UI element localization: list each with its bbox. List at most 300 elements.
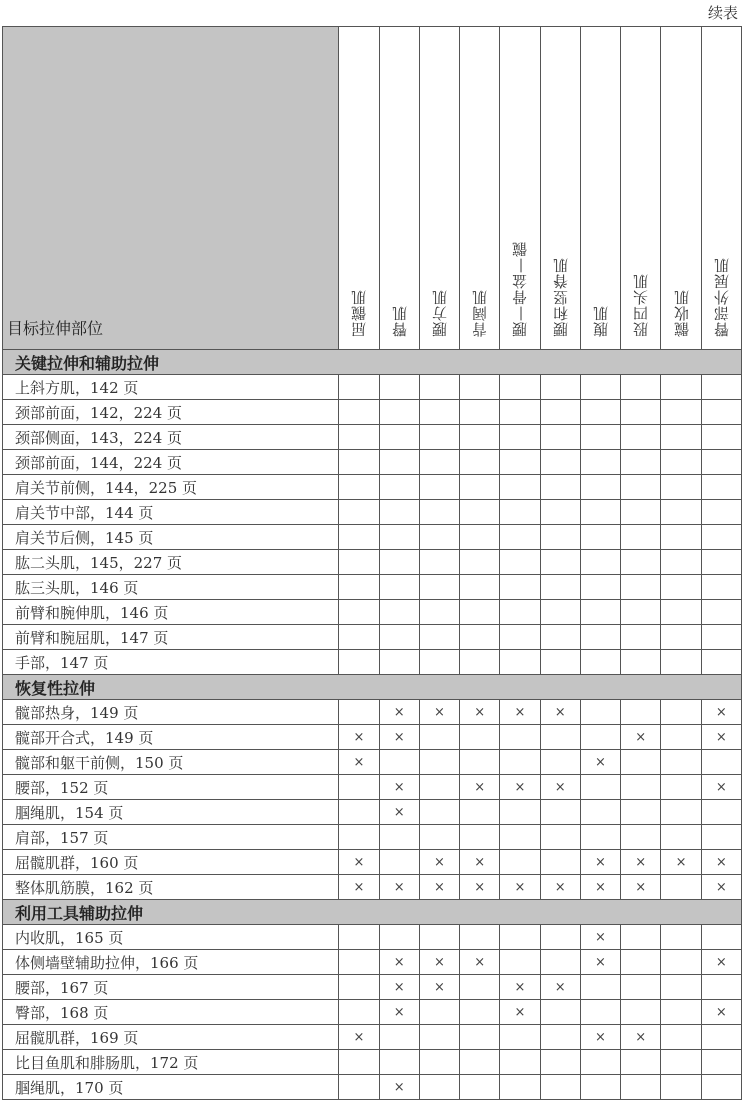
empty-cell [419, 575, 459, 600]
empty-cell [540, 500, 580, 525]
empty-cell [621, 375, 661, 400]
empty-cell [460, 725, 500, 750]
empty-cell [500, 950, 540, 975]
empty-cell [540, 450, 580, 475]
empty-cell [379, 475, 419, 500]
empty-cell [339, 825, 379, 850]
empty-cell [701, 375, 741, 400]
empty-cell [460, 600, 500, 625]
empty-cell [379, 1050, 419, 1075]
stretch-label: 颈部侧面，143，224 页 [3, 425, 339, 450]
empty-cell [621, 700, 661, 725]
check-mark-cell: × [500, 975, 540, 1000]
empty-cell [500, 750, 540, 775]
empty-cell [580, 475, 620, 500]
empty-cell [339, 550, 379, 575]
table-row [3, 975, 742, 1000]
empty-cell [339, 800, 379, 825]
table-row [3, 925, 742, 950]
muscle-column-header [419, 27, 459, 350]
empty-cell [621, 975, 661, 1000]
empty-cell [701, 625, 741, 650]
empty-cell [460, 750, 500, 775]
table-row [3, 500, 742, 525]
empty-cell [580, 375, 620, 400]
empty-cell [661, 450, 701, 475]
table-row [3, 1075, 742, 1100]
empty-cell [701, 400, 741, 425]
muscle-column-label: 腹肌 [591, 305, 610, 337]
section-title: 恢复性拉伸 [3, 675, 742, 700]
table-row [3, 475, 742, 500]
empty-cell [661, 500, 701, 525]
empty-cell [460, 450, 500, 475]
empty-cell [379, 825, 419, 850]
empty-cell [580, 825, 620, 850]
empty-cell [540, 575, 580, 600]
empty-cell [500, 575, 540, 600]
empty-cell [339, 450, 379, 475]
empty-cell [339, 650, 379, 675]
empty-cell [460, 925, 500, 950]
check-mark-cell: × [419, 875, 459, 900]
check-mark-cell: × [339, 875, 379, 900]
stretch-label: 肩关节前侧，144，225 页 [3, 475, 339, 500]
empty-cell [621, 550, 661, 575]
table-row [3, 550, 742, 575]
muscle-column-header [701, 27, 741, 350]
empty-cell [419, 650, 459, 675]
check-mark-cell: × [540, 875, 580, 900]
stretch-label: 肩关节中部，144 页 [3, 500, 339, 525]
empty-cell [661, 975, 701, 1000]
empty-cell [460, 625, 500, 650]
empty-cell [460, 825, 500, 850]
check-mark-cell: × [580, 850, 620, 875]
check-mark-cell: × [500, 1000, 540, 1025]
empty-cell [379, 500, 419, 525]
stretch-label: 颈部前面，142，224 页 [3, 400, 339, 425]
empty-cell [500, 1025, 540, 1050]
empty-cell [379, 1025, 419, 1050]
check-mark-cell: × [339, 850, 379, 875]
empty-cell [540, 1050, 580, 1075]
empty-cell [419, 375, 459, 400]
empty-cell [621, 750, 661, 775]
stretch-label: 内收肌，165 页 [3, 925, 339, 950]
empty-cell [460, 1075, 500, 1100]
stretch-label: 上斜方肌，142 页 [3, 375, 339, 400]
empty-cell [540, 825, 580, 850]
check-mark-cell: × [580, 925, 620, 950]
empty-cell [500, 850, 540, 875]
empty-cell [701, 750, 741, 775]
check-mark-cell: × [500, 775, 540, 800]
empty-cell [460, 1050, 500, 1075]
check-mark-cell: × [500, 875, 540, 900]
empty-cell [580, 500, 620, 525]
table-row [3, 825, 742, 850]
muscle-column-label: 臀肌 [390, 305, 409, 337]
table-row [3, 1025, 742, 1050]
table-row [3, 700, 742, 725]
empty-cell [701, 650, 741, 675]
empty-cell [460, 800, 500, 825]
check-mark-cell: × [621, 875, 661, 900]
empty-cell [460, 400, 500, 425]
empty-cell [621, 475, 661, 500]
stretch-label: 前臂和腕屈肌，147 页 [3, 625, 339, 650]
empty-cell [621, 500, 661, 525]
empty-cell [540, 600, 580, 625]
empty-cell [460, 650, 500, 675]
table-row [3, 800, 742, 825]
check-mark-cell: × [661, 850, 701, 875]
empty-cell [379, 550, 419, 575]
empty-cell [580, 575, 620, 600]
empty-cell [701, 1050, 741, 1075]
empty-cell [661, 425, 701, 450]
check-mark-cell: × [701, 850, 741, 875]
check-mark-cell: × [580, 1025, 620, 1050]
empty-cell [419, 825, 459, 850]
empty-cell [419, 525, 459, 550]
empty-cell [540, 400, 580, 425]
empty-cell [661, 475, 701, 500]
empty-cell [621, 925, 661, 950]
check-mark-cell: × [419, 950, 459, 975]
empty-cell [580, 700, 620, 725]
empty-cell [339, 1050, 379, 1075]
empty-cell [339, 925, 379, 950]
empty-cell [460, 500, 500, 525]
muscle-column-label: 臀部外展肌 [712, 257, 731, 337]
empty-cell [661, 1000, 701, 1025]
empty-cell [540, 1075, 580, 1100]
empty-cell [419, 725, 459, 750]
empty-cell [580, 800, 620, 825]
stretch-label: 屈髋肌群，160 页 [3, 850, 339, 875]
empty-cell [379, 925, 419, 950]
check-mark-cell: × [419, 700, 459, 725]
stretch-label: 手部，147 页 [3, 650, 339, 675]
empty-cell [701, 475, 741, 500]
empty-cell [701, 575, 741, 600]
empty-cell [339, 950, 379, 975]
empty-cell [540, 1000, 580, 1025]
check-mark-cell: × [540, 775, 580, 800]
empty-cell [339, 775, 379, 800]
empty-cell [580, 450, 620, 475]
empty-cell [540, 525, 580, 550]
empty-cell [500, 400, 540, 425]
header-row [3, 27, 742, 350]
empty-cell [460, 550, 500, 575]
muscle-column-header [339, 27, 379, 350]
empty-cell [661, 525, 701, 550]
empty-cell [339, 1075, 379, 1100]
empty-cell [500, 425, 540, 450]
empty-cell [500, 475, 540, 500]
muscle-column-header [500, 27, 540, 350]
empty-cell [339, 625, 379, 650]
table-row [3, 775, 742, 800]
empty-cell [379, 650, 419, 675]
empty-cell [661, 925, 701, 950]
empty-cell [379, 625, 419, 650]
empty-cell [500, 925, 540, 950]
stretch-label: 肩部，157 页 [3, 825, 339, 850]
empty-cell [701, 450, 741, 475]
empty-cell [540, 625, 580, 650]
check-mark-cell: × [339, 725, 379, 750]
empty-cell [661, 800, 701, 825]
check-mark-cell: × [379, 800, 419, 825]
empty-cell [460, 425, 500, 450]
empty-cell [419, 925, 459, 950]
empty-cell [540, 550, 580, 575]
empty-cell [701, 800, 741, 825]
check-mark-cell: × [339, 750, 379, 775]
empty-cell [540, 475, 580, 500]
empty-cell [661, 875, 701, 900]
stretch-muscle-table [2, 26, 742, 1100]
empty-cell [580, 775, 620, 800]
empty-cell [460, 375, 500, 400]
empty-cell [661, 725, 701, 750]
empty-cell [540, 850, 580, 875]
stretch-label: 比目鱼肌和腓肠肌，172 页 [3, 1050, 339, 1075]
empty-cell [580, 1050, 620, 1075]
check-mark-cell: × [540, 975, 580, 1000]
empty-cell [540, 375, 580, 400]
muscle-column-header [580, 27, 620, 350]
empty-cell [701, 825, 741, 850]
empty-cell [580, 1000, 620, 1025]
empty-cell [661, 1050, 701, 1075]
empty-cell [580, 425, 620, 450]
empty-cell [419, 1000, 459, 1025]
empty-cell [500, 500, 540, 525]
table-row [3, 575, 742, 600]
table-row [3, 600, 742, 625]
table-row [3, 750, 742, 775]
table-row [3, 850, 742, 875]
empty-cell [339, 600, 379, 625]
empty-cell [621, 800, 661, 825]
empty-cell [419, 450, 459, 475]
empty-cell [419, 625, 459, 650]
muscle-column-label: 腰方肌 [430, 289, 449, 337]
muscle-column-header [661, 27, 701, 350]
section-header-row [3, 900, 742, 925]
stretch-label: 屈髋肌群，169 页 [3, 1025, 339, 1050]
empty-cell [621, 400, 661, 425]
empty-cell [460, 1000, 500, 1025]
empty-cell [540, 950, 580, 975]
muscle-column-label: 背阔肌 [471, 289, 490, 337]
empty-cell [500, 600, 540, 625]
check-mark-cell: × [580, 875, 620, 900]
empty-cell [621, 525, 661, 550]
empty-cell [460, 525, 500, 550]
empty-cell [500, 550, 540, 575]
section-header-row [3, 675, 742, 700]
empty-cell [500, 725, 540, 750]
empty-cell [661, 400, 701, 425]
empty-cell [661, 950, 701, 975]
check-mark-cell: × [580, 750, 620, 775]
empty-cell [661, 600, 701, 625]
empty-cell [419, 1050, 459, 1075]
check-mark-cell: × [379, 725, 419, 750]
empty-cell [621, 1075, 661, 1100]
empty-cell [580, 625, 620, 650]
empty-cell [621, 600, 661, 625]
empty-cell [379, 600, 419, 625]
empty-cell [500, 825, 540, 850]
check-mark-cell: × [701, 950, 741, 975]
empty-cell [419, 775, 459, 800]
empty-cell [661, 625, 701, 650]
empty-cell [460, 975, 500, 1000]
empty-cell [460, 1025, 500, 1050]
empty-cell [701, 425, 741, 450]
empty-cell [701, 600, 741, 625]
continued-table-label: 续表 [707, 4, 738, 22]
table-row [3, 625, 742, 650]
check-mark-cell: × [621, 1025, 661, 1050]
empty-cell [500, 1075, 540, 1100]
empty-cell [339, 500, 379, 525]
empty-cell [580, 650, 620, 675]
empty-cell [379, 850, 419, 875]
empty-cell [540, 750, 580, 775]
muscle-column-header [621, 27, 661, 350]
stretch-label: 髋部热身，149 页 [3, 700, 339, 725]
empty-cell [460, 475, 500, 500]
check-mark-cell: × [460, 775, 500, 800]
empty-cell [661, 550, 701, 575]
empty-cell [379, 750, 419, 775]
check-mark-cell: × [379, 875, 419, 900]
check-mark-cell: × [460, 850, 500, 875]
check-mark-cell: × [379, 1075, 419, 1100]
stretch-label: 整体肌筋膜，162 页 [3, 875, 339, 900]
check-mark-cell: × [621, 725, 661, 750]
empty-cell [661, 700, 701, 725]
empty-cell [701, 1075, 741, 1100]
empty-cell [379, 425, 419, 450]
empty-cell [580, 1075, 620, 1100]
empty-cell [661, 375, 701, 400]
empty-cell [661, 750, 701, 775]
empty-cell [419, 475, 459, 500]
empty-cell [661, 775, 701, 800]
stretch-label: 腰部，167 页 [3, 975, 339, 1000]
section-header-row [3, 350, 742, 375]
check-mark-cell: × [701, 875, 741, 900]
table-row [3, 1000, 742, 1025]
stretch-label: 髋部开合式，149 页 [3, 725, 339, 750]
empty-cell [661, 1025, 701, 1050]
stretch-label: 髋部和躯干前侧，150 页 [3, 750, 339, 775]
muscle-column-label: 髋收肌 [672, 289, 691, 337]
empty-cell [339, 400, 379, 425]
check-mark-cell: × [379, 700, 419, 725]
empty-cell [621, 1000, 661, 1025]
stretch-label: 腘绳肌，154 页 [3, 800, 339, 825]
empty-cell [621, 650, 661, 675]
empty-cell [339, 425, 379, 450]
check-mark-cell: × [460, 700, 500, 725]
empty-cell [500, 1050, 540, 1075]
empty-cell [379, 575, 419, 600]
empty-cell [419, 1075, 459, 1100]
table-row [3, 400, 742, 425]
table-row [3, 525, 742, 550]
empty-cell [419, 425, 459, 450]
empty-cell [500, 525, 540, 550]
empty-cell [621, 425, 661, 450]
muscle-column-header [379, 27, 419, 350]
empty-cell [419, 800, 459, 825]
check-mark-cell: × [621, 850, 661, 875]
empty-cell [500, 650, 540, 675]
empty-cell [419, 600, 459, 625]
check-mark-cell: × [460, 875, 500, 900]
check-mark-cell: × [419, 975, 459, 1000]
stretch-label: 颈部前面，144，224 页 [3, 450, 339, 475]
muscle-column-header [540, 27, 580, 350]
section-title: 关键拉伸和辅助拉伸 [3, 350, 742, 375]
check-mark-cell: × [379, 950, 419, 975]
check-mark-cell: × [379, 975, 419, 1000]
check-mark-cell: × [580, 950, 620, 975]
empty-cell [580, 550, 620, 575]
table-row [3, 425, 742, 450]
check-mark-cell: × [701, 700, 741, 725]
empty-cell [701, 550, 741, 575]
empty-cell [339, 975, 379, 1000]
empty-cell [379, 400, 419, 425]
empty-cell [621, 575, 661, 600]
empty-cell [540, 725, 580, 750]
empty-cell [379, 375, 419, 400]
empty-cell [419, 500, 459, 525]
empty-cell [540, 650, 580, 675]
empty-cell [339, 475, 379, 500]
muscle-column-label: 腰和竖脊肌 [551, 257, 570, 337]
stretch-label: 体侧墙壁辅助拉伸，166 页 [3, 950, 339, 975]
check-mark-cell: × [419, 850, 459, 875]
empty-cell [661, 1075, 701, 1100]
muscle-column-label: 屈髋肌 [350, 289, 369, 337]
empty-cell [701, 925, 741, 950]
check-mark-cell: × [339, 1025, 379, 1050]
stretch-label: 肩关节后侧，145 页 [3, 525, 339, 550]
empty-cell [339, 525, 379, 550]
empty-cell [379, 525, 419, 550]
empty-cell [621, 625, 661, 650]
empty-cell [339, 375, 379, 400]
empty-cell [621, 1050, 661, 1075]
empty-cell [661, 825, 701, 850]
empty-cell [339, 700, 379, 725]
section-title: 利用工具辅助拉伸 [3, 900, 742, 925]
empty-cell [500, 625, 540, 650]
table-row [3, 450, 742, 475]
